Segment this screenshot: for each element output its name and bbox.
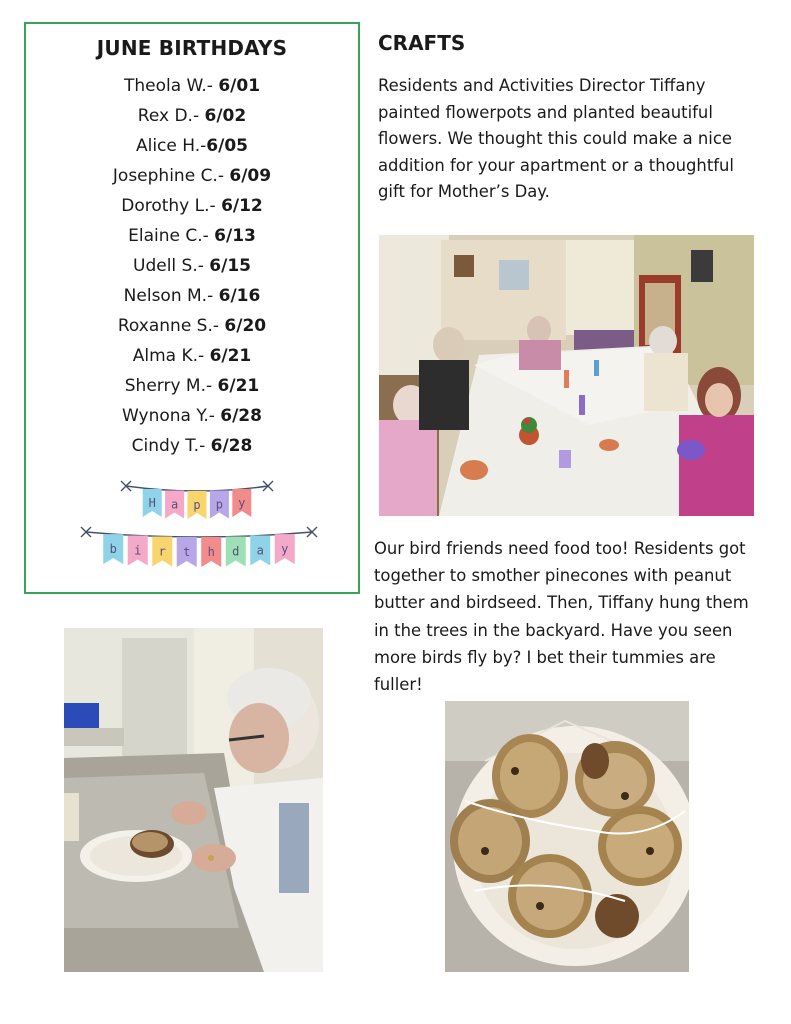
- birthday-date: 6/28: [210, 436, 253, 456]
- birthday-date: 6/13: [214, 226, 256, 246]
- banner-letter: p: [215, 497, 224, 512]
- birthday-date: 6/15: [209, 256, 251, 276]
- birthday-name: Cindy T.-: [131, 436, 211, 456]
- birthday-name: Alma K.-: [132, 346, 210, 366]
- happy-birthday-banner: [26, 474, 358, 594]
- crafts-paragraph-1: Residents and Activities Director Tiffany painted flowerpots and planted beautiful flowers. We thought this could make a nice addition for your apartment or a thoughtful gift for Mother’s Day.: [378, 76, 734, 201]
- banner-letter: p: [193, 498, 201, 512]
- birthday-entry: [26, 101, 358, 131]
- birthday-name: Udell S.-: [133, 256, 210, 276]
- crafts-paragraph-2: Our bird friends need food too! Residents got together to smother pinecones with peanut butter and birdseed. Then, Tiffany hung them in the trees in the backyard. Have you seen more birds fly by? I bet their tummies are fuller!: [374, 539, 749, 695]
- birthday-date: 6/01: [218, 76, 261, 96]
- banner-letter: h: [207, 544, 215, 559]
- birthday-date: 6/05: [206, 136, 248, 156]
- birthday-name: Rex D.-: [137, 106, 205, 126]
- birthday-entry: [26, 251, 358, 281]
- birthday-entry: [26, 71, 358, 101]
- birthday-entry: [26, 371, 358, 401]
- crafts-title: CRAFTS: [378, 31, 466, 55]
- flowerpot-painting-photo: [379, 235, 754, 516]
- birthday-entry: [26, 191, 358, 221]
- birthday-entry: [26, 311, 358, 341]
- birthday-name: Alice H.-: [135, 136, 207, 156]
- birthday-entry: [26, 341, 358, 371]
- birthday-name: Elaine C.-: [128, 226, 215, 246]
- birthday-name: Wynona Y.-: [122, 406, 221, 426]
- banner-letter: H: [148, 496, 156, 511]
- banner-letter: y: [238, 496, 246, 511]
- birthday-date: 6/02: [204, 106, 247, 126]
- birthday-entry: [26, 131, 358, 161]
- birthday-date: 6/28: [220, 406, 262, 426]
- birthday-name: Josephine C.-: [112, 166, 230, 186]
- birthday-entry: [26, 281, 358, 311]
- banner-letter: r: [158, 544, 166, 559]
- banner-letter: a: [170, 497, 179, 512]
- birthday-name: Dorothy L.-: [121, 196, 222, 216]
- birthday-date: 6/20: [224, 316, 267, 336]
- birthday-entry: [26, 221, 358, 251]
- birthday-entry: [26, 431, 358, 461]
- banner-letter: i: [134, 543, 142, 558]
- birthday-name: Theola W.-: [123, 76, 219, 96]
- banner-letter: d: [232, 544, 240, 559]
- birthday-list: [26, 71, 358, 461]
- banner-letter: a: [256, 543, 264, 558]
- birthday-date: 6/09: [229, 166, 272, 186]
- birthday-date: 6/21: [209, 346, 252, 366]
- banner-letter: t: [183, 544, 191, 559]
- pinecone-feeders-photo: [445, 701, 689, 972]
- birthday-date: 6/16: [218, 286, 261, 306]
- birthday-entry: [26, 401, 358, 431]
- banner-letter: b: [109, 542, 117, 557]
- birthday-date: 6/21: [217, 376, 260, 396]
- birthday-title: JUNE BIRTHDAYS: [96, 36, 288, 60]
- birthday-date: 6/12: [221, 196, 263, 216]
- birthday-name: Nelson M.-: [123, 286, 219, 306]
- birthday-name: Roxanne S.-: [117, 316, 225, 336]
- birthday-name: Sherry M.-: [124, 376, 218, 396]
- birthday-entry: [26, 161, 358, 191]
- resident-pinecone-photo: [64, 628, 323, 972]
- banner-letter: y: [281, 542, 289, 557]
- birthday-box: [24, 22, 360, 594]
